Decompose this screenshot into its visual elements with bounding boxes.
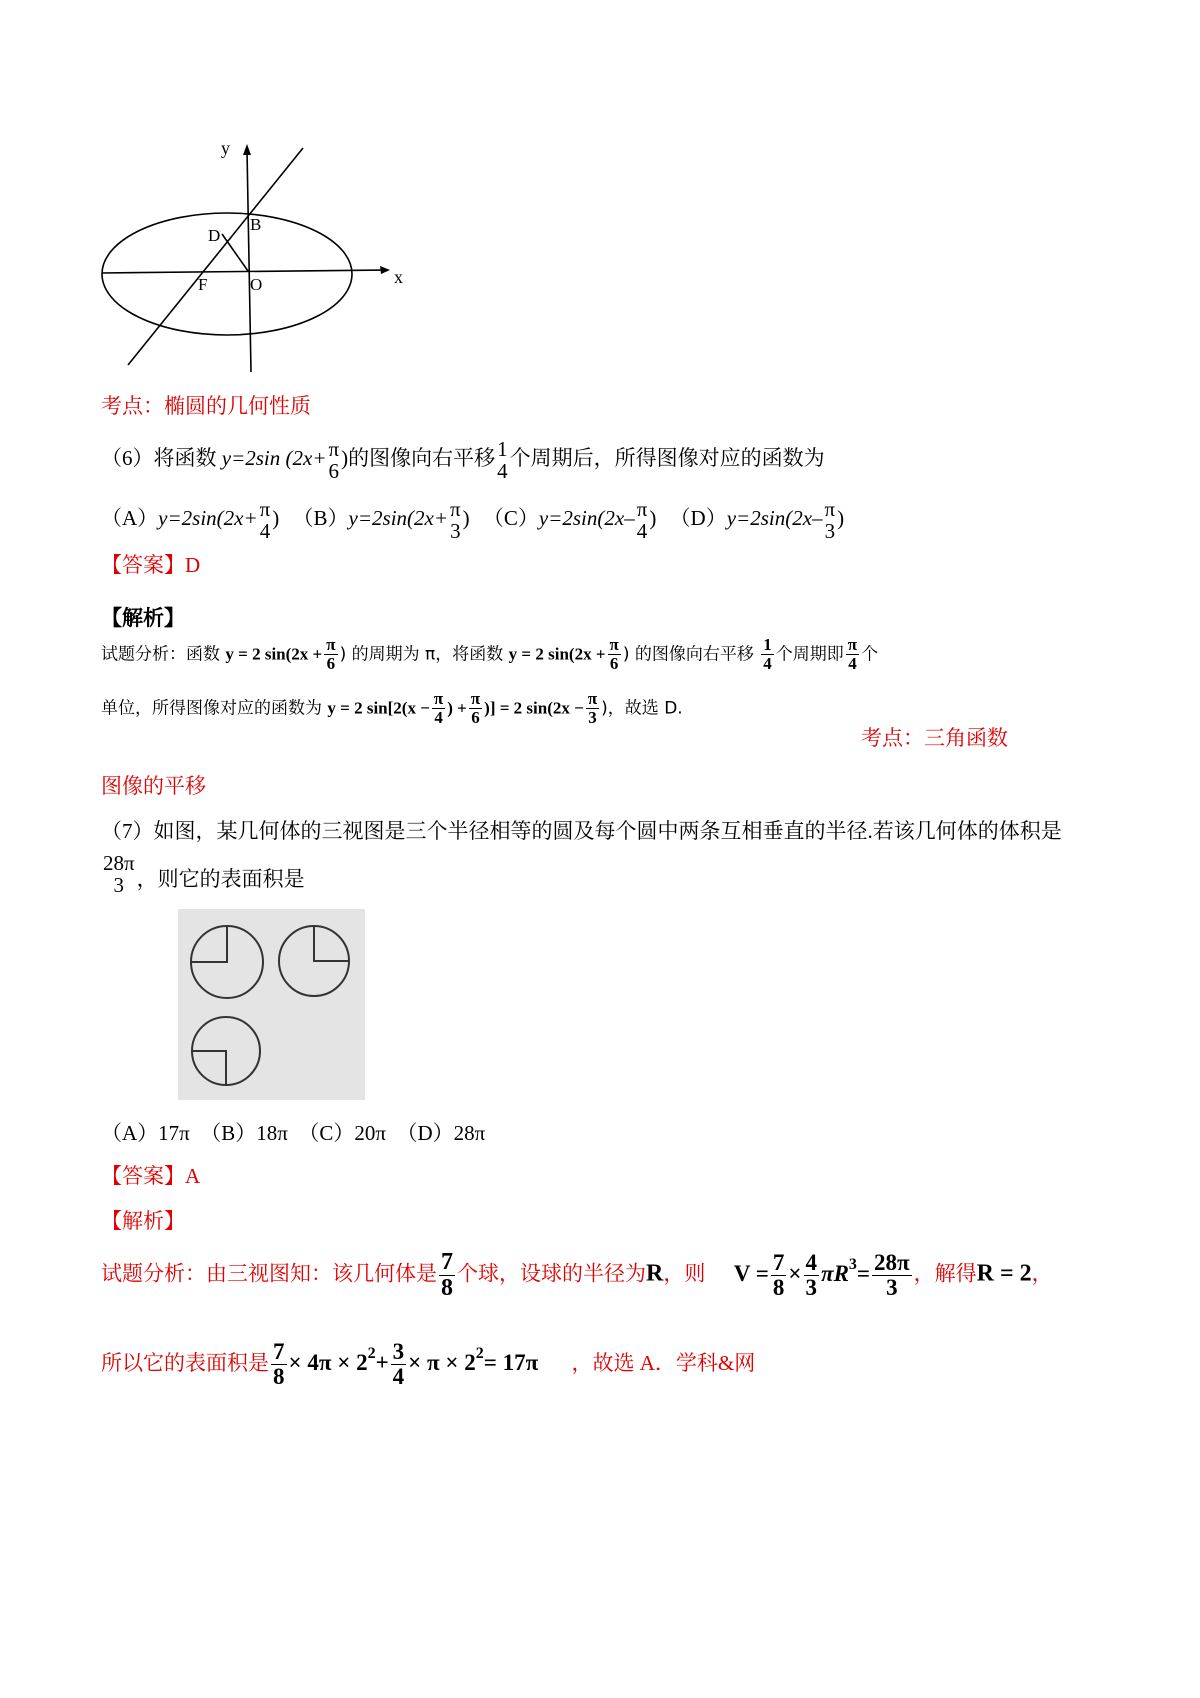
label-d: D [208, 226, 221, 245]
label-f: F [198, 275, 208, 294]
kaodian-ellipse: 考点：椭圆的几何性质 [101, 394, 311, 418]
q6-option-d: （D）y=2sin(2x– π 3 ) [669, 497, 845, 544]
q7-line1: （7）如图，某几何体的三视图是三个半径相等的圆及每个圆中两条互相垂直的半径.若该几何体的体积是 [101, 819, 1062, 843]
q6-after: )的图像向右平移 [341, 445, 496, 470]
label-b: B [250, 215, 262, 234]
surface-formula: $\frac{7}{8}$ × $4\pi \times 2^2+$ $\frac{3}{4}$ × $\pi \times 2^2= 17\pi$ [273, 1339, 539, 1390]
q7-answer: 【答案】A [101, 1164, 201, 1188]
q6-frac-quarter: 1 4 [497, 437, 508, 484]
q6-answer: 【答案】D [101, 553, 201, 577]
label-y: y [221, 140, 230, 158]
kaodian-trig-a: 考点：三角函数 [861, 726, 1008, 750]
q6-analysis-line1: 试题分析：函数 y = 2 sin(2x + $\frac{\pi}{6}$ ) 的周期为 π，将函数 y = 2 sin(2x + $\frac{\pi}{6}$ ) 的图像向右平移 $\frac{1}{4}$ 个周期即 $\frac{\pi}{4}$ 个 [101, 635, 879, 673]
q7-analysis-tag: 【解析】 [101, 1209, 185, 1233]
label-o: O [250, 275, 263, 294]
ellipse-figure [100, 140, 430, 375]
q6-func: y=2sin (2x+ [221, 445, 327, 470]
q6-suffix: 个周期后，所得图像对应的函数为 [509, 445, 825, 470]
q6-option-c: （C）y=2sin(2x– π 4 ) [482, 497, 657, 544]
q7-analysis-line2: 所以它的表面积是 $\frac{7}{8}$ × $4\pi \times 2^2+$ $\frac{3}{4}$ × $\pi \times 2^2= 17\pi$ ，故选 A．学科&网 [101, 1339, 756, 1390]
q7-analysis-line1: 试题分析：由三视图知：该几何体是 $\frac{7}{8}$ 个球，设球的半径为R，则 V = $\frac{7}{8}$ × $\frac{4}{3}$ $\pi R^3=$ $\frac{28\pi}{3}$ ，解得R = 2， [101, 1249, 1053, 1302]
q7-line2: 28π 3 ，则它的表面积是 [103, 851, 305, 898]
q6-option-b: （B）y=2sin(2x+ π 3 ) [292, 497, 470, 544]
q6-prefix: （6）将函数 [101, 445, 222, 470]
label-x: x [394, 267, 403, 287]
q6-stem [101, 438, 825, 482]
q6-options [101, 498, 844, 542]
q6-option-a: （A）y=2sin(2x+ π 4 ) [101, 497, 280, 544]
three-view-figure [178, 909, 365, 1100]
q6-analysis-tag: 【解析】 [101, 606, 185, 630]
q6-frac-pi6: π 6 [328, 437, 340, 484]
kaodian-trig-b: 图像的平移 [101, 774, 206, 798]
volume-formula: V = $\frac{7}{8}$ × $\frac{4}{3}$ $\pi R^3=$ $\frac{28\pi}{3}$ [733, 1249, 910, 1300]
q6-analysis-line2: 单位，所得图像对应的函数为 y = 2 sin[2(x − $\frac{\pi}{4}$ ) + $\frac{\pi}{6}$ )] = 2 sin(2x − $\frac{\pi}{3}$ )，故选 D. [101, 689, 683, 727]
q7-options: （A）17π （B）18π （C）20π （D）28π [101, 1121, 486, 1145]
